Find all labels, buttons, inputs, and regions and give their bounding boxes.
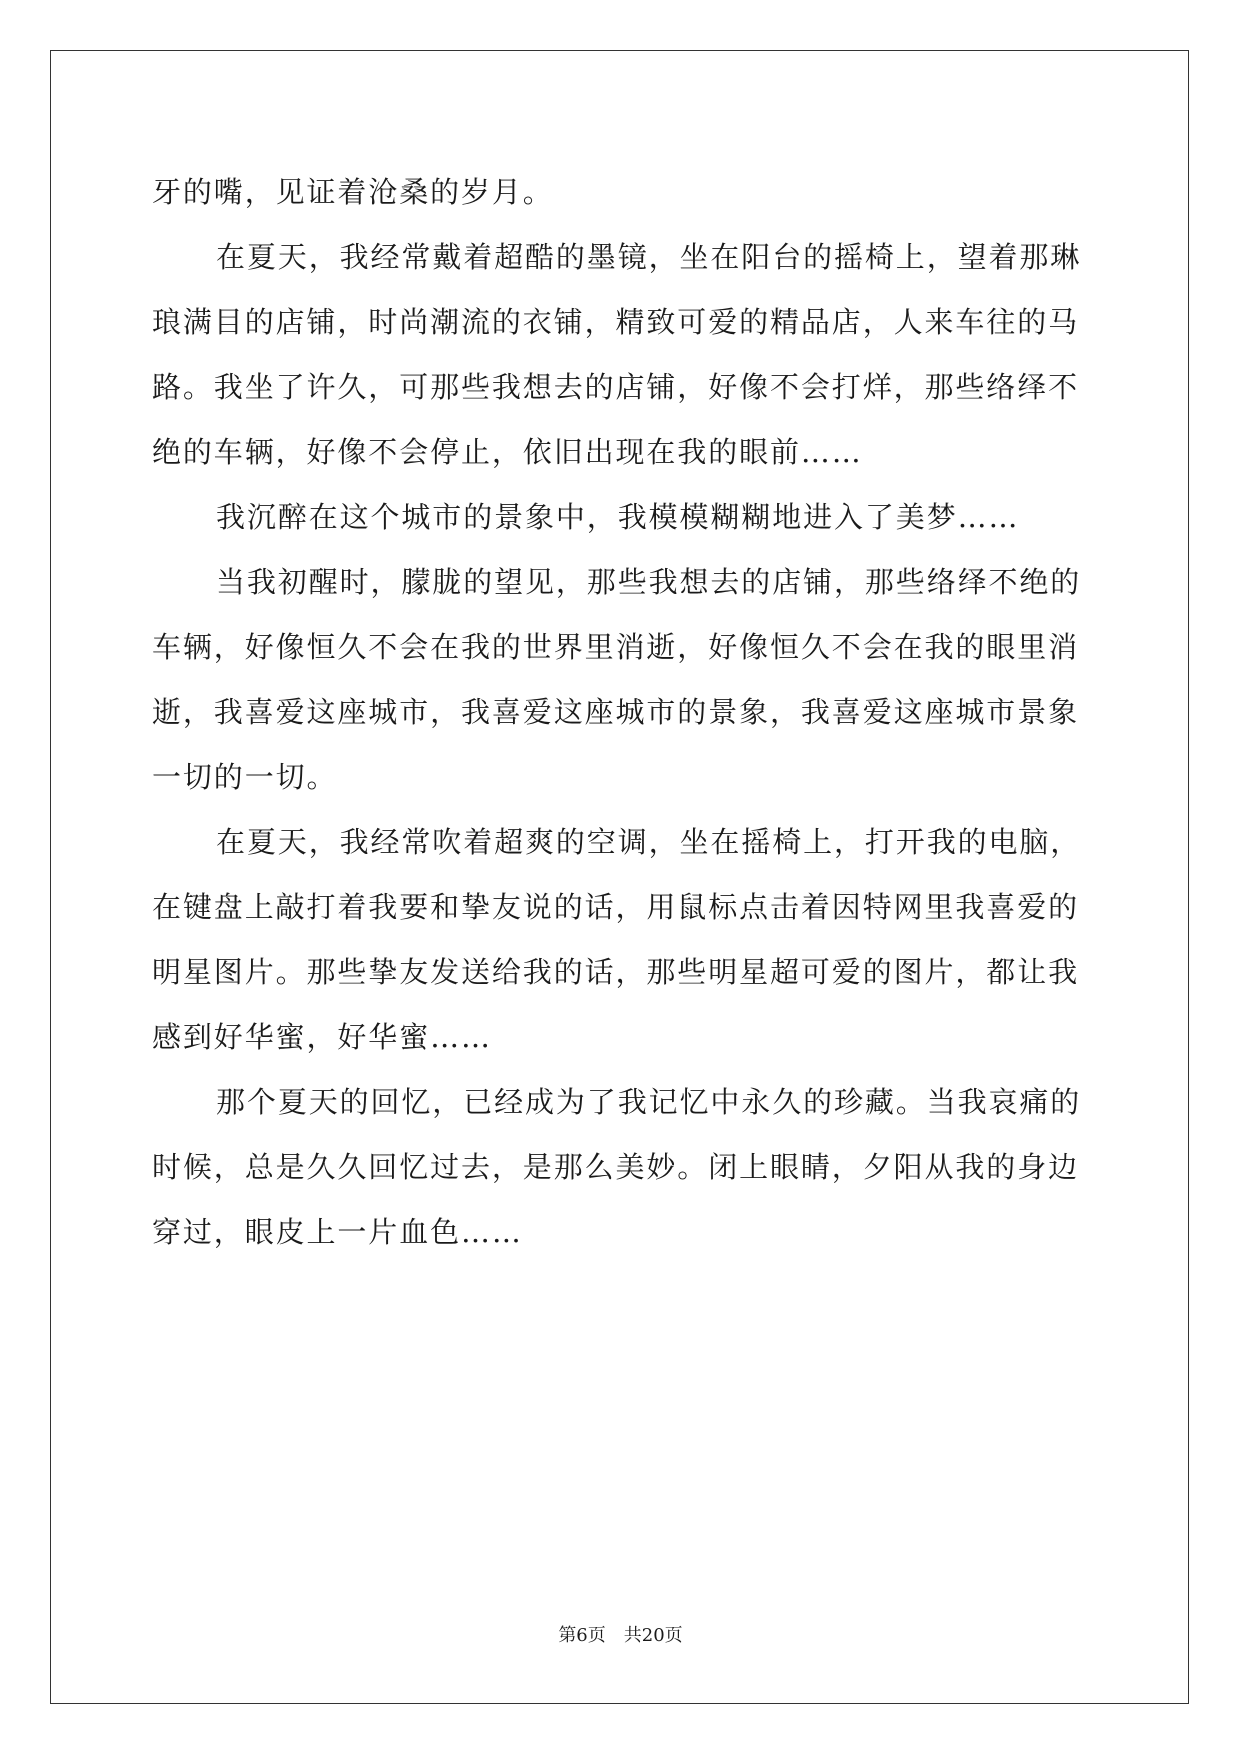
text-line: 路。我坐了许久，可那些我想去的店铺，好像不会打烊，那些络绎不: [152, 370, 1080, 404]
text-line: 在夏天，我经常戴着超酷的墨镜，坐在阳台的摇椅上，望着那琳: [216, 240, 1082, 274]
page-total: 共20页: [623, 1625, 683, 1646]
text-line: 穿过，眼皮上一片血色……: [152, 1215, 523, 1249]
text-line: 感到好华蜜，好华蜜……: [152, 1020, 492, 1054]
text-line: 我沉醉在这个城市的景象中，我模模糊糊地进入了美梦……: [216, 500, 1020, 534]
text-line: 牙的嘴，见证着沧桑的岁月。: [152, 175, 554, 209]
text-line: 一切的一切。: [152, 760, 338, 794]
text-line: 琅满目的店铺，时尚潮流的衣铺，精致可爱的精品店，人来车往的马: [152, 305, 1080, 339]
text-line: 逝，我喜爱这座城市，我喜爱这座城市的景象，我喜爱这座城市景象: [152, 695, 1080, 729]
text-line: 当我初醒时，朦胧的望见，那些我想去的店铺，那些络绎不绝的: [216, 565, 1082, 599]
document-body: [152, 160, 1090, 1265]
text-line: 在夏天，我经常吹着超爽的空调，坐在摇椅上，打开我的电脑，: [216, 825, 1082, 859]
page-footer: [0, 1624, 1241, 1648]
page-number: 第6页: [558, 1625, 606, 1646]
text-line: 车辆，好像恒久不会在我的世界里消逝，好像恒久不会在我的眼里消: [152, 630, 1080, 664]
text-line: 明星图片。那些挚友发送给我的话，那些明星超可爱的图片，都让我: [152, 955, 1080, 989]
text-line: 那个夏天的回忆，已经成为了我记忆中永久的珍藏。当我哀痛的: [216, 1085, 1082, 1119]
text-line: 时候，总是久久回忆过去，是那么美妙。闭上眼睛，夕阳从我的身边: [152, 1150, 1080, 1184]
text-line: 在键盘上敲打着我要和挚友说的话，用鼠标点击着因特网里我喜爱的: [152, 890, 1080, 924]
text-line: 绝的车辆，好像不会停止，依旧出现在我的眼前……: [152, 435, 863, 469]
